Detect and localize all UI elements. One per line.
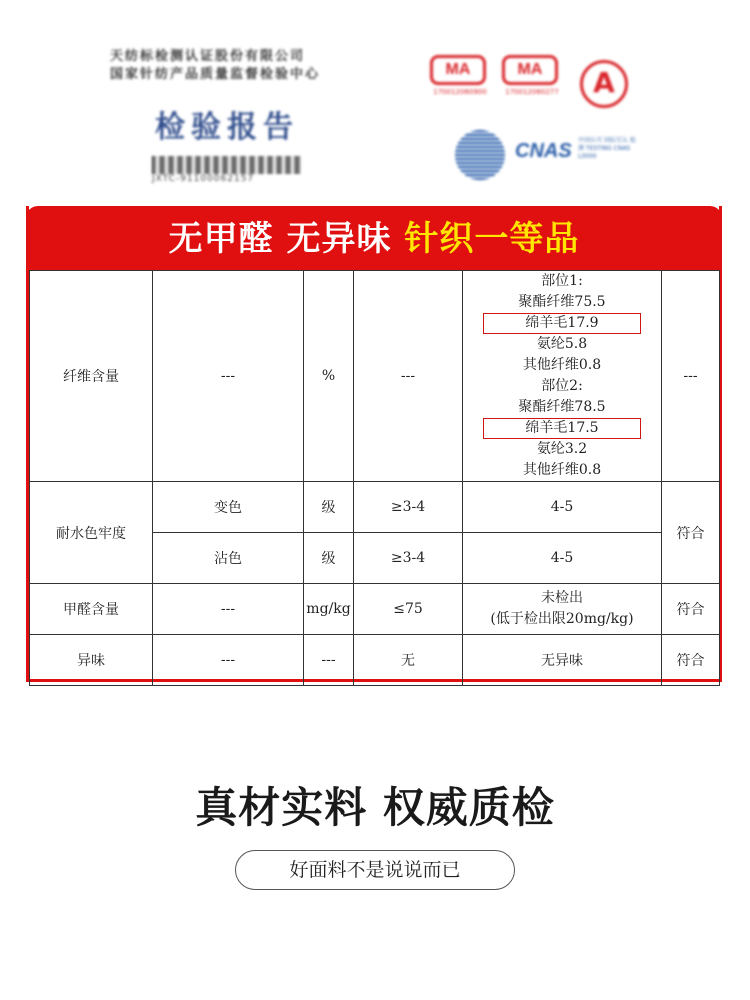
fiber-line: [463, 439, 661, 460]
fiber-line: [463, 292, 661, 313]
standard-cell: ---: [354, 271, 463, 482]
fiber-line: [463, 397, 661, 418]
banner-no-formaldehyde: 无甲醛: [168, 219, 274, 259]
highlighted-wool-content: 绵羊毛17.9: [483, 313, 641, 334]
ilac-mra-icon: [455, 130, 505, 180]
result-cell: 无异味: [463, 635, 662, 686]
item-cell: 耐水色牢度: [30, 482, 153, 584]
fiber-line-text: 其他纤维0.8: [522, 357, 602, 373]
report-header: [110, 48, 360, 203]
org-name-line-1: 天纺标检测认证股份有限公司: [110, 49, 306, 64]
judgement-cell: 符合: [662, 482, 720, 584]
banner-no-odor: 无异味: [286, 219, 392, 259]
table-row-odor: [30, 635, 720, 686]
result-line-1: 未检出: [541, 590, 583, 606]
item-cell: 甲醛含量: [30, 584, 153, 635]
slogan-subline-pill: 好面料不是说说而已: [235, 850, 515, 890]
standard-cell: 无: [354, 635, 463, 686]
fiber-line-text: 氨纶3.2: [536, 441, 588, 457]
fiber-line: [463, 418, 661, 439]
standard-cell: ≥3-4: [354, 482, 463, 533]
result-cell: [463, 271, 662, 482]
item-cell: 纤维含量: [30, 271, 153, 482]
highlighted-wool-content: 绵羊毛17.5: [483, 418, 641, 439]
result-cell: 4-5: [463, 533, 662, 584]
table-row-fiber-content: [30, 271, 720, 482]
judgement-cell: ---: [662, 271, 720, 482]
standard-cell: ≤75: [354, 584, 463, 635]
fiber-composition-list: [463, 271, 661, 481]
result-cell: [463, 584, 662, 635]
sub-item-cell: ---: [153, 584, 304, 635]
table-row-formaldehyde: [30, 584, 720, 635]
quality-banner: [26, 206, 722, 270]
fiber-line: [463, 271, 661, 292]
fiber-line: [463, 313, 661, 334]
result-cell: 4-5: [463, 482, 662, 533]
fiber-line: [463, 376, 661, 397]
cnas-icon: CNAS: [515, 140, 572, 162]
sub-item-cell: ---: [153, 271, 304, 482]
sub-item-cell: ---: [153, 635, 304, 686]
fiber-line: [463, 334, 661, 355]
fiber-line-text: 部位1:: [541, 273, 583, 289]
fiber-line-text: 聚酯纤维75.5: [518, 294, 606, 310]
fiber-line-text: 聚酯纤维78.5: [518, 399, 606, 415]
unit-cell: 级: [304, 533, 354, 584]
judgement-cell: 符合: [662, 635, 720, 686]
unit-cell: ---: [304, 635, 354, 686]
unit-cell: 级: [304, 482, 354, 533]
judgement-cell: 符合: [662, 584, 720, 635]
certification-logos: [420, 55, 650, 205]
standard-cell: ≥3-4: [354, 533, 463, 584]
fiber-line-text: 其他纤维0.8: [522, 462, 602, 478]
barcode-icon: [152, 156, 302, 174]
fiber-line-text: 部位2:: [541, 378, 583, 394]
test-result-table: [29, 270, 720, 686]
item-cell: 异味: [30, 635, 153, 686]
report-title: 检验报告: [155, 110, 299, 145]
sub-item-cell: 沾色: [153, 533, 304, 584]
slogan-headline: 真材实料 权威质检: [195, 783, 555, 832]
cma-icon: MA 170012060900: [430, 55, 490, 100]
fiber-line: [463, 355, 661, 376]
cal-icon: A: [580, 60, 628, 108]
banner-first-grade: 针织一等品: [404, 219, 580, 259]
org-name-line-2: 国家针纺产品质量监督检验中心: [110, 67, 321, 82]
table-row-water-fastness-change: [30, 482, 720, 533]
sub-item-cell: 变色: [153, 482, 304, 533]
barcode-number: JXTC-91100062157: [152, 174, 255, 184]
fiber-line-text: 氨纶5.8: [536, 336, 588, 352]
unit-cell: %: [304, 271, 354, 482]
cnas-caption: 中国认可 国际互认 检测 TESTING CNAS L0000: [578, 137, 636, 160]
result-line-2: (低于检出限20mg/kg): [490, 611, 634, 627]
cma-icon: MA 170012060277: [502, 55, 562, 100]
fiber-line: [463, 460, 661, 481]
unit-cell: mg/kg: [304, 584, 354, 635]
